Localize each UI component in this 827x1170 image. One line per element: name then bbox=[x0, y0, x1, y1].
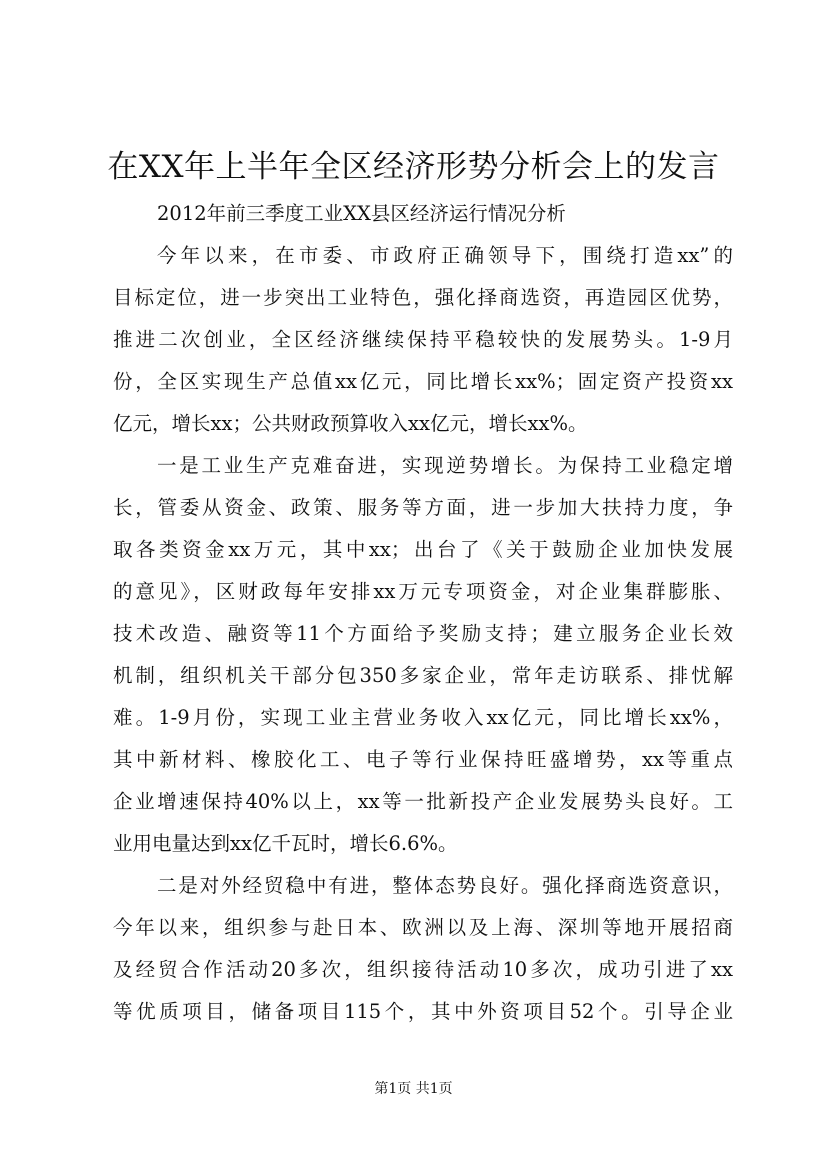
document-subtitle: 2012年前三季度工业XX县区经济运行情况分析 bbox=[157, 202, 566, 225]
paragraph-line: 的意见》，区财政每年安排xx万元专项资金，对企业集群膨胀、 bbox=[113, 580, 733, 603]
paragraph-line: 难。1-9月份，实现工业主营业务收入xx亿元，同比增长xx%， bbox=[113, 706, 733, 729]
paragraph-line: 亿元，增长xx；公共财政预算收入xx亿元，增长xx%。 bbox=[113, 412, 588, 435]
paragraph-line: 推进二次创业，全区经济继续保持平稳较快的发展势头。1-9月 bbox=[113, 328, 733, 351]
paragraph-line: 一是工业生产克难奋进，实现逆势增长。为保持工业稳定增 bbox=[157, 454, 733, 477]
paragraph-line: 份，全区实现生产总值xx亿元，同比增长xx%；固定资产投资xx bbox=[113, 370, 733, 393]
paragraph-line: 及经贸合作活动20多次，组织接待活动10多次，成功引进了xx bbox=[113, 958, 733, 981]
paragraph-line: 长，管委从资金、政策、服务等方面，进一步加大扶持力度，争 bbox=[113, 496, 733, 519]
paragraph-line: 取各类资金xx万元，其中xx；出台了《关于鼓励企业加快发展 bbox=[113, 538, 733, 561]
paragraph-line: 其中新材料、橡胶化工、电子等行业保持旺盛增势，xx等重点 bbox=[113, 748, 733, 771]
paragraph-line: 目标定位，进一步突出工业特色，强化择商选资，再造园区优势， bbox=[113, 286, 733, 309]
paragraph-line: 等优质项目，储备项目115个，其中外资项目52个。引导企业 bbox=[113, 1000, 733, 1023]
paragraph-line: 技术改造、融资等11个方面给予奖励支持；建立服务企业长效 bbox=[113, 622, 733, 645]
paragraph-line: 今年以来，在市委、市政府正确领导下，围绕打造xx”的 bbox=[157, 244, 733, 267]
paragraph-line: 今年以来，组织参与赴日本、欧洲以及上海、深圳等地开展招商 bbox=[113, 916, 733, 939]
document-title: 在XX年上半年全区经济形势分析会上的发言 bbox=[107, 149, 720, 185]
page-number: 第1页 共1页 bbox=[374, 1081, 453, 1097]
paragraph-line: 机制，组织机关干部分包350多家企业，常年走访联系、排忧解 bbox=[113, 664, 733, 687]
paragraph-line: 企业增速保持40%以上，xx等一批新投产企业发展势头良好。工 bbox=[113, 790, 733, 813]
paragraph-line: 二是对外经贸稳中有进，整体态势良好。强化择商选资意识， bbox=[157, 874, 733, 897]
paragraph-line: 业用电量达到xx亿千瓦时，增长6.6%。 bbox=[113, 832, 458, 855]
